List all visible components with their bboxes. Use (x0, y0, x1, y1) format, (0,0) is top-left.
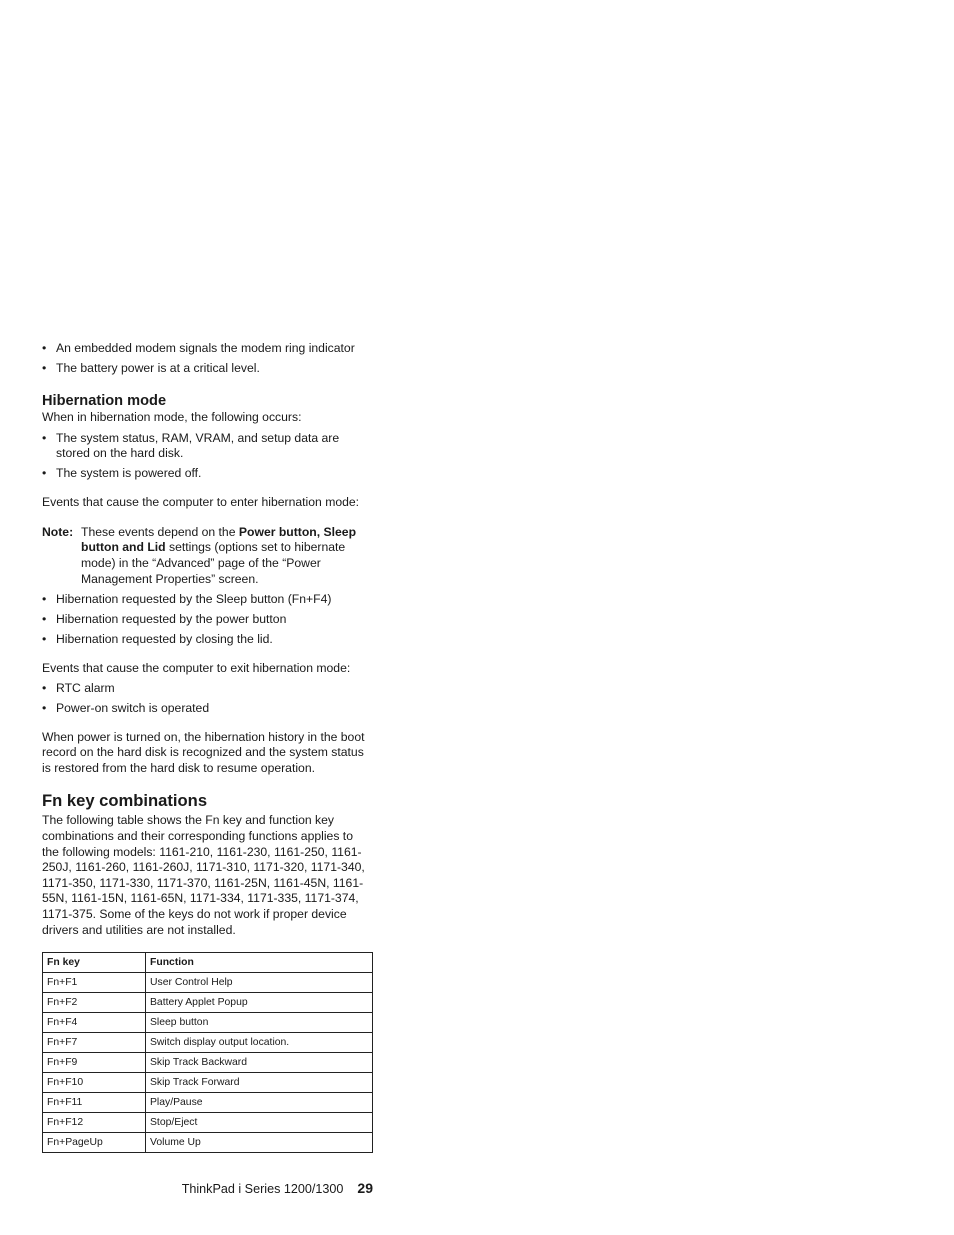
table-row (43, 993, 373, 1013)
hibernation-lead: When in hibernation mode, the following occurs: (42, 409, 302, 424)
bullet-icon: • (42, 612, 47, 627)
hibernation-heading: Hibernation mode (42, 392, 167, 409)
note-block (42, 525, 373, 587)
list-item: • The system status, RAM, VRAM, and setup data are stored on the hard disk. (42, 430, 340, 461)
column-header-fn-key: Fn key (43, 953, 146, 973)
table-row (43, 1033, 373, 1053)
list-item: • Hibernation requested by the Sleep button (Fn+F4) (42, 592, 332, 607)
list-item: • The system is powered off. (42, 466, 202, 481)
page-number: 29 (357, 1180, 373, 1196)
bullet-icon: • (42, 592, 47, 607)
list-item: • Power-on switch is operated (42, 700, 210, 715)
exit-bullet-list (42, 681, 373, 717)
table-cell: Fn+F10 (43, 1073, 146, 1093)
note-body: These events depend on the Power button, Sleep button and Lid settings (options set to hibernate mode) in the “Advanced” page of the “Power Management Properties” screen. (81, 524, 357, 586)
resume-paragraph: When power is turned on, the hibernation history in the boot record on the hard disk is recognized and the system status is restored from the hard disk to resume operation. (42, 729, 365, 775)
exit-intro: Events that cause the computer to exit hibernation mode: (42, 661, 351, 676)
table-cell: Fn+F12 (43, 1113, 146, 1133)
table-cell: Play/Pause (146, 1093, 373, 1113)
table-cell: Fn+F4 (43, 1013, 146, 1033)
table-cell: Fn+F9 (43, 1053, 146, 1073)
list-item: • RTC alarm (42, 680, 115, 695)
table-row (43, 1073, 373, 1093)
table-row (43, 1093, 373, 1113)
list-item: • An embedded modem signals the modem ring indicator (42, 341, 355, 355)
table-cell: Sleep button (146, 1013, 373, 1033)
bullet-icon: • (42, 466, 47, 481)
fn-key-table (42, 952, 373, 1153)
list-item: • Hibernation requested by the power button (42, 612, 287, 627)
intro-bullet-list (42, 341, 373, 377)
table-row (43, 1113, 373, 1133)
hibernation-bullet-list (42, 431, 373, 482)
table-cell: Skip Track Backward (146, 1053, 373, 1073)
table-row (43, 1013, 373, 1033)
bullet-icon: • (42, 632, 47, 647)
fn-heading: Fn key combinations (42, 791, 208, 811)
page-content (42, 341, 373, 1153)
table-cell: Stop/Eject (146, 1113, 373, 1133)
list-item: • Hibernation requested by closing the lid. (42, 632, 273, 647)
table-header-row (43, 953, 373, 973)
table-row (43, 1133, 373, 1153)
fn-description: The following table shows the Fn key and function key combinations and their corresponding functions applies to the following models: 1161-210, 1161-230, 1161-250, 1161-250J, 1161-260, 1161-260J, 1171-310, 1171-320, 1171-340, 1171-350, 1171-330, 1171-370, 1161-25N, 1161-45N, 1161-55N, 1161-15N, 1161-65N, 1171-334, 1171-335, 1171-374, 1171-375. Some of the keys do not work if proper device drivers and utilities are not installed. (42, 813, 365, 937)
list-item: • The battery power is at a critical level. (42, 360, 260, 375)
table-cell: Fn+F7 (43, 1033, 146, 1053)
table-cell: Fn+F1 (43, 973, 146, 993)
note-label: Note: (42, 524, 74, 539)
table-cell: Battery Applet Popup (146, 993, 373, 1013)
page-footer (42, 1180, 373, 1197)
table-cell: Fn+PageUp (43, 1133, 146, 1153)
table-cell: Skip Track Forward (146, 1073, 373, 1093)
enter-bullet-list (42, 592, 373, 648)
table-cell: Volume Up (146, 1133, 373, 1153)
bullet-icon: • (42, 360, 47, 375)
bullet-icon: • (42, 680, 47, 695)
bullet-icon: • (42, 341, 47, 355)
bullet-icon: • (42, 700, 47, 715)
table-row (43, 973, 373, 993)
column-header-function: Function (146, 953, 373, 973)
table-cell: Fn+F11 (43, 1093, 146, 1113)
table-cell: Fn+F2 (43, 993, 146, 1013)
footer-title: ThinkPad i Series 1200/1300 (181, 1182, 344, 1196)
bullet-icon: • (42, 430, 47, 445)
table-row (43, 1053, 373, 1073)
table-cell: Switch display output location. (146, 1033, 373, 1053)
table-cell: User Control Help (146, 973, 373, 993)
enter-intro: Events that cause the computer to enter hibernation mode: (42, 495, 360, 510)
